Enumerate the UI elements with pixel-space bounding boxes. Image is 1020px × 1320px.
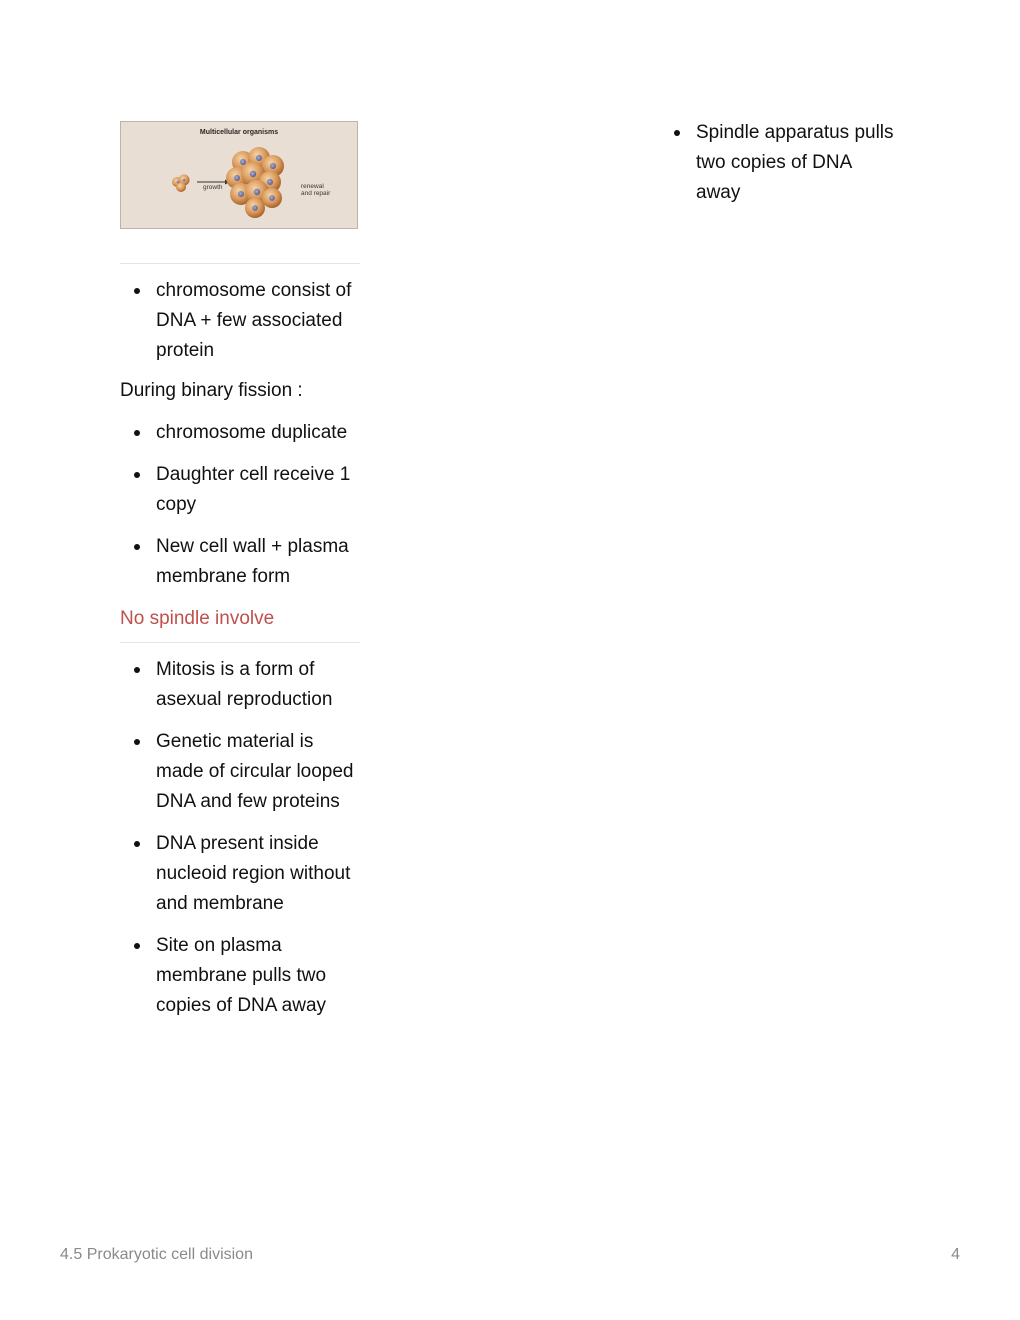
spindle-list bbox=[660, 118, 900, 208]
divider bbox=[120, 642, 360, 643]
list-item: Site on plasma membrane pulls two copies of DNA away bbox=[120, 931, 360, 1021]
left-column bbox=[120, 121, 360, 1033]
list-item: chromosome duplicate bbox=[120, 418, 360, 448]
mitosis-list bbox=[120, 655, 360, 1021]
list-item: Genetic material is made of circular looped DNA and few proteins bbox=[120, 727, 360, 817]
list-item: Mitosis is a form of asexual reproduction bbox=[120, 655, 360, 715]
list-item: Spindle apparatus pulls two copies of DNA away bbox=[660, 118, 900, 208]
page-number: 4 bbox=[951, 1246, 960, 1263]
divider bbox=[120, 263, 360, 264]
figure-side-label bbox=[301, 183, 351, 197]
figure-title: Multicellular organisms bbox=[199, 129, 279, 136]
figure-side-label-line2: and repair bbox=[301, 190, 331, 197]
list-item: chromosome consist of DNA + few associated protein bbox=[120, 276, 360, 366]
binary-fission-list bbox=[120, 418, 360, 592]
list-item: Daughter cell receive 1 copy bbox=[120, 460, 360, 520]
multicellular-organisms-figure bbox=[120, 121, 358, 229]
figure-arrow-label: growth bbox=[203, 184, 223, 191]
figure-side-label-line1: renewal bbox=[301, 183, 324, 190]
list-item: New cell wall + plasma membrane form bbox=[120, 532, 360, 592]
cell-cluster-illustration bbox=[121, 122, 357, 228]
chromosome-list bbox=[120, 276, 360, 366]
footer-title: 4.5 Prokaryotic cell division bbox=[60, 1246, 253, 1263]
list-item: DNA present inside nucleoid region without and membrane bbox=[120, 829, 360, 919]
binary-fission-heading: During binary fission : bbox=[120, 380, 303, 401]
right-column bbox=[660, 118, 900, 220]
highlight-text: No spindle involve bbox=[120, 608, 275, 629]
